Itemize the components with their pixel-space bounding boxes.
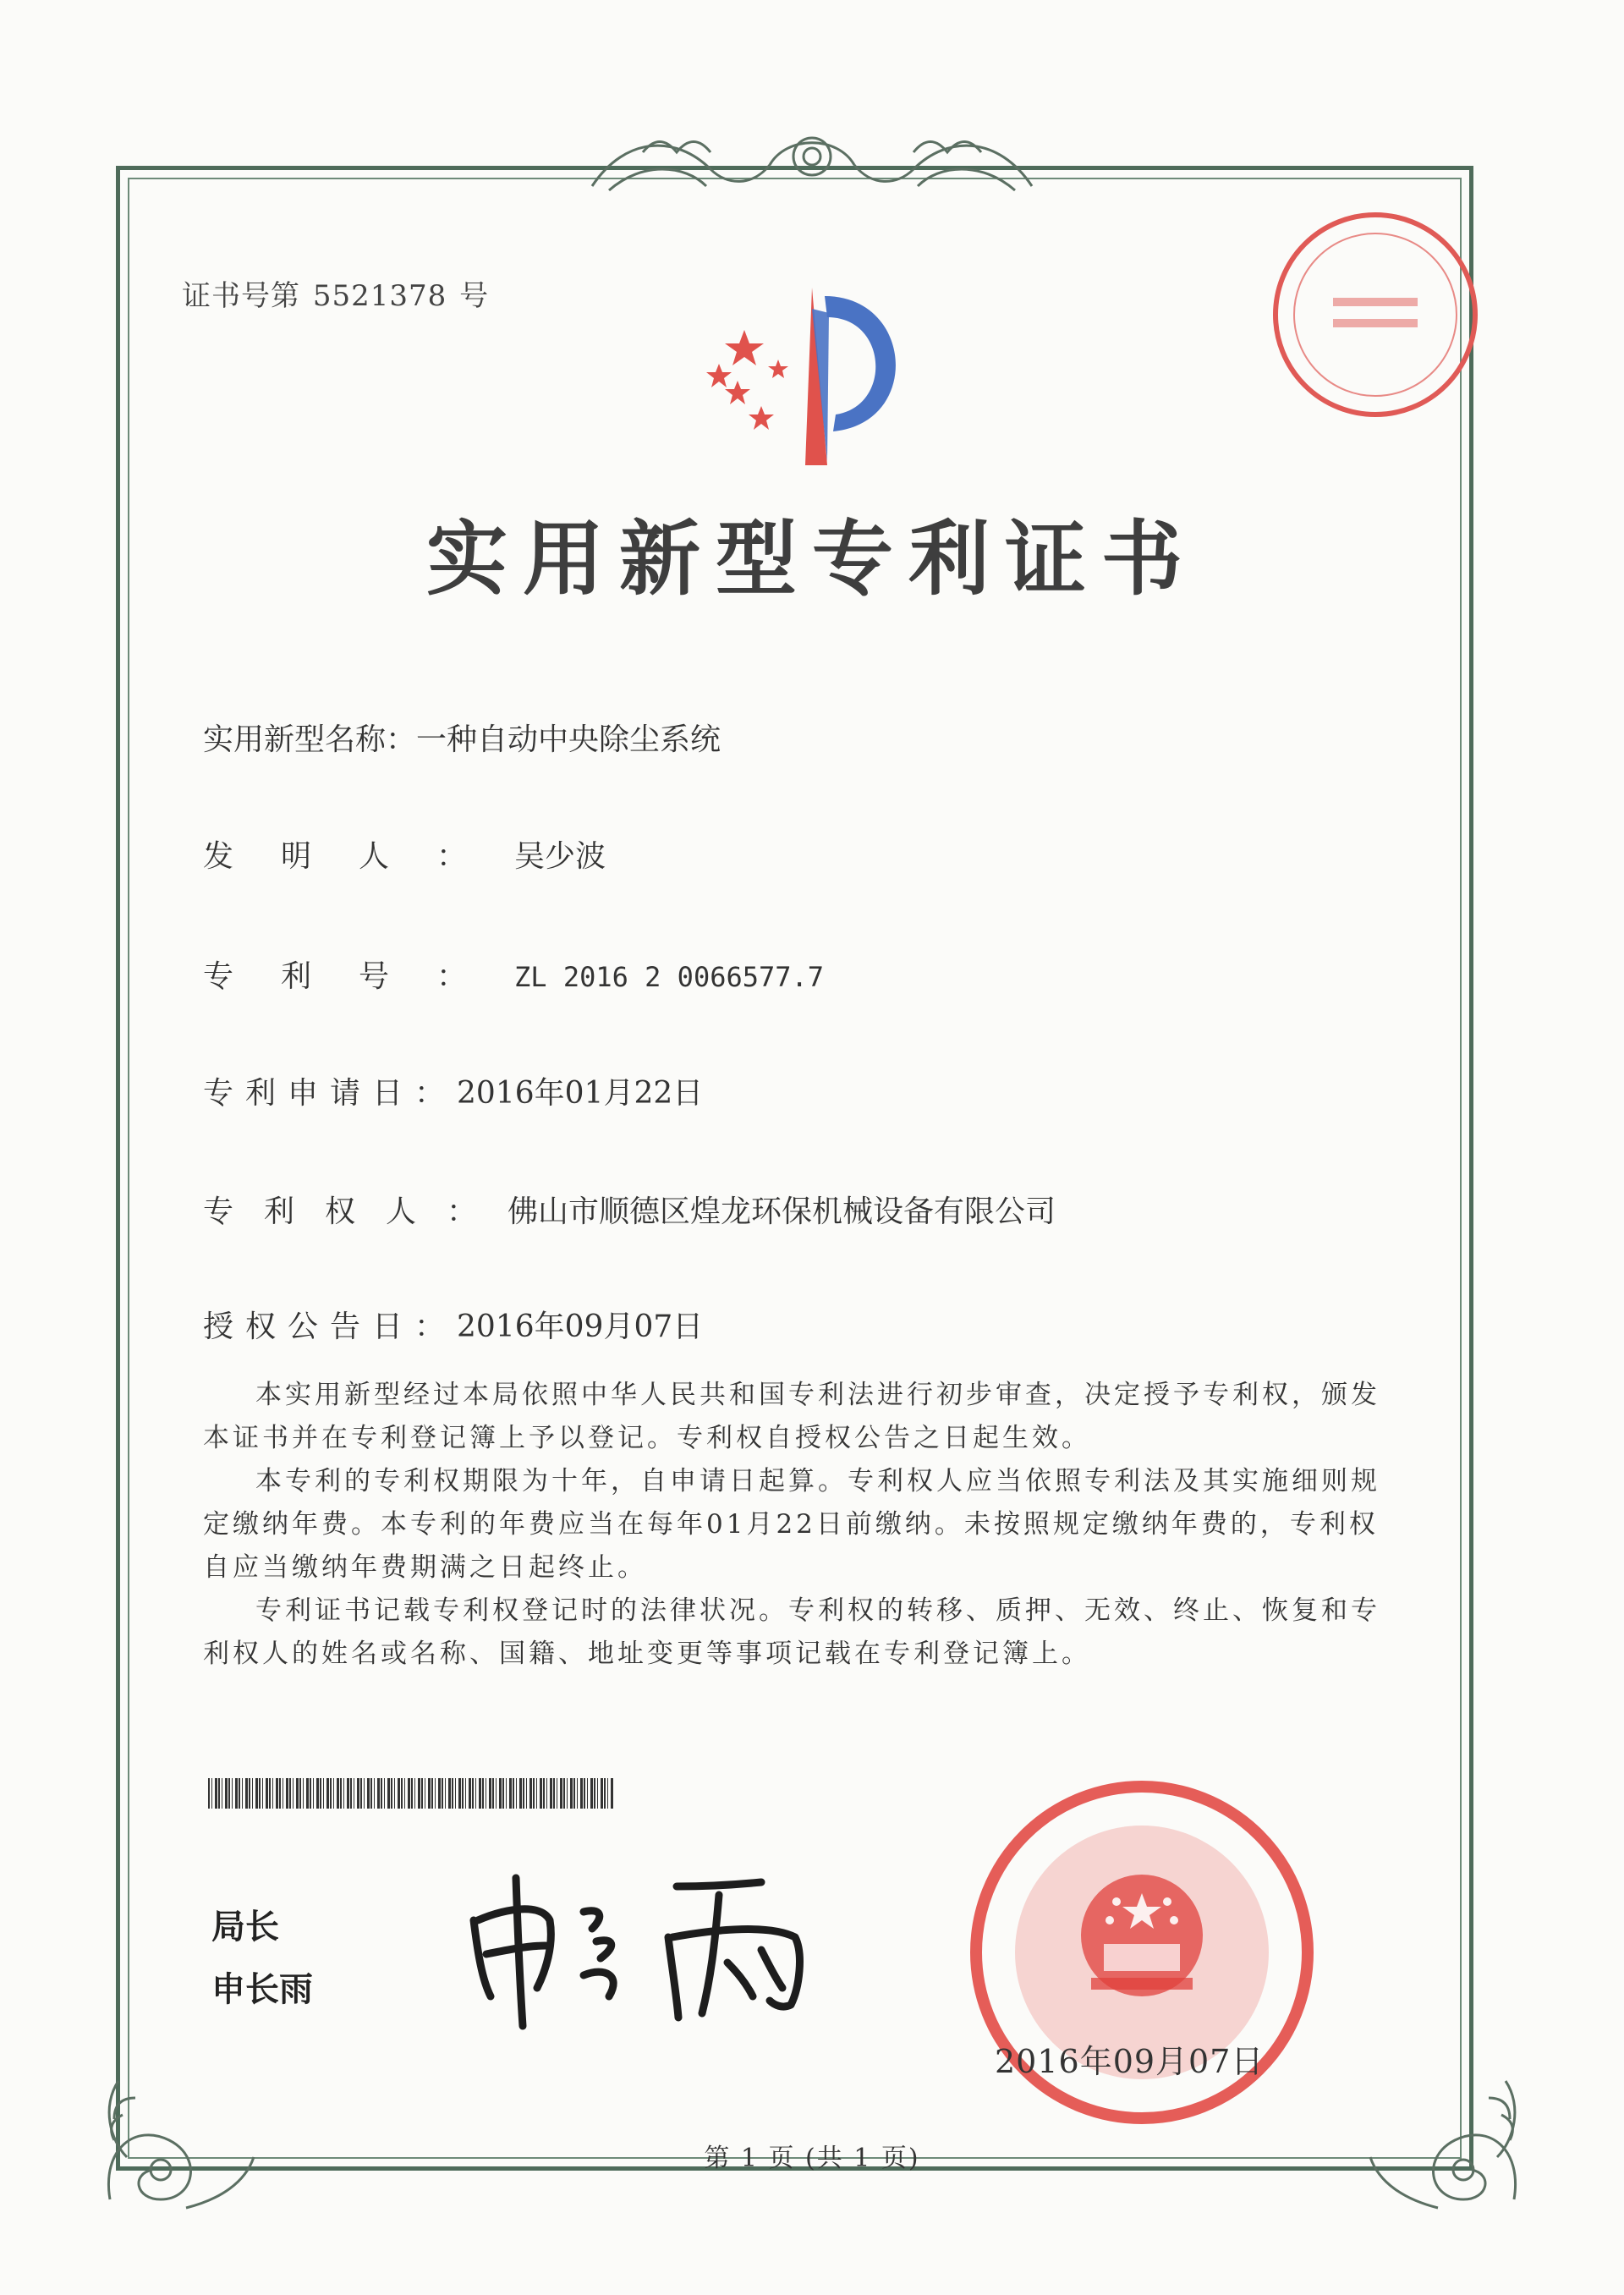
certificate-number-prefix: 证书号第 [182, 279, 300, 313]
corner-ornament-icon [1345, 2030, 1539, 2225]
certificate-number-value: 5521378 [312, 279, 447, 313]
filing-date-label: 专利申请日： [203, 1076, 458, 1111]
seal-date: 2016年09月07日 [995, 2043, 1265, 2080]
barcode [208, 1778, 614, 1809]
certificate-number-suffix: 号 [459, 279, 490, 313]
utility-model-name-value: 一种自动中央除尘系统 [416, 722, 721, 757]
cnipa-emblem-icon [685, 279, 939, 474]
top-ornament-icon [558, 118, 1066, 211]
paragraph-term: 本专利的专利权期限为十年，自申请日起算。专利权人应当依照专利法及其实施细则规定缴纳年费。本专利的年费应当在每年01月22日前缴纳。未按照规定缴纳年费的，专利权自应当缴纳年费期满之日起终止。 [203, 1466, 1380, 1583]
utility-model-name-label: 实用新型名称： [203, 722, 417, 757]
tax-stamp-icon [1265, 205, 1485, 425]
patent-number-row [203, 953, 824, 996]
certificate-title: 实用新型专利证书 [426, 511, 1198, 607]
grant-date-value: 2016年09月07日 [457, 1309, 704, 1344]
inventor-row [203, 832, 606, 876]
page-number: 第 1 页 (共 1 页) [704, 2144, 920, 2173]
inventor-value: 吴少波 [514, 839, 606, 874]
grant-date-label: 授权公告日： [203, 1309, 458, 1344]
patent-number-label: 专利号： [203, 959, 515, 994]
grant-date-row [203, 1303, 703, 1346]
corner-ornament-icon [85, 2030, 279, 2225]
utility-model-name-row [203, 716, 721, 759]
director-name: 申长雨 [211, 1970, 313, 2009]
director-title: 局长 [211, 1908, 279, 1946]
inventor-label: 发明人： [203, 839, 515, 874]
patentee-row [203, 1188, 1056, 1231]
filing-date-value: 2016年01月22日 [457, 1076, 704, 1111]
signature-icon [457, 1861, 846, 2030]
patentee-label: 专利权人： [203, 1194, 508, 1229]
paragraph-legal-status: 专利证书记载专利权登记时的法律状况。专利权的转移、质押、无效、终止、恢复和专利权人的姓名或名称、国籍、地址变更等事项记载在专利登记簿上。 [203, 1595, 1380, 1669]
filing-date-row [203, 1069, 703, 1112]
patent-number-value: ZL 2016 2 0066577.7 [514, 961, 825, 993]
patentee-value: 佛山市顺德区煌龙环保机械设备有限公司 [508, 1194, 1056, 1229]
paragraph-examination: 本实用新型经过本局依照中华人民共和国专利法进行初步审查，决定授予专利权，颁发本证书并在专利登记簿上予以登记。专利权自授权公告之日起生效。 [203, 1380, 1380, 1453]
certificate-number [182, 272, 489, 314]
